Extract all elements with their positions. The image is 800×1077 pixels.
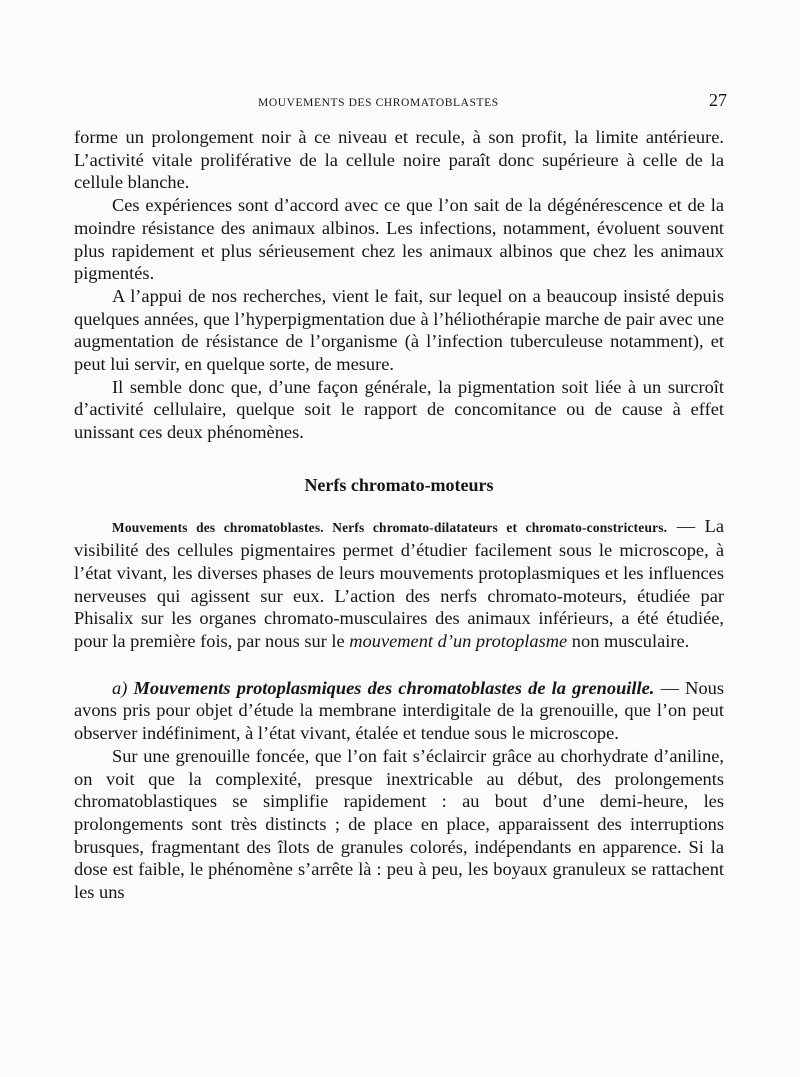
paragraph-6	[74, 677, 724, 745]
paragraph-4: Il semble donc que, d’une façon générale, la pigmentation soit liée à un surcroît d’activité cellulaire, quelque soit le rapport de concomitance ou de cause à effet unissant ces deux phénomènes.	[74, 376, 724, 443]
paragraph-6-text: — Nous avons pris pour objet d’étude la membrane interdigitale de la grenouille, que l’on peut observer indéfiniment, à l’état vivant, étalée et tendue sous le microscope.	[74, 677, 724, 744]
body-text	[74, 126, 724, 904]
page-number: 27	[709, 90, 727, 110]
paragraph-3: A l’appui de nos recherches, vient le fait, sur lequel on a beaucoup insisté depuis quelques années, que l’hyperpigmentation due à l’héliothérapie marche de pair avec une augmentation de résistance de l’organisme (à l’infection tuberculeuse notamment), et peut lui servir, en quelque sorte, de mesure.	[74, 285, 724, 375]
section-heading: Nerfs chromato-moteurs	[304, 474, 494, 495]
running-head	[0, 90, 800, 112]
paragraph-7: Sur une grenouille foncée, que l’on fait s’éclaircir grâce au chorhydrate d’aniline, on voit que la complexité, presque inextricable au début, des prolongements chromatoblastiques se simplifie rapidement : au bout d’une demi-heure, les prolongements sont très distincts ; de place en place, apparaissent des interruptions brusques, fragmentant des îlots de granules colorés, indépendants en apparence. Si la dose est faible, le phénomène s’arrête là : peu à peu, les boyaux granuleux se rattachent les uns	[74, 745, 724, 903]
paragraph-5-text: — La visibilité des cellules pigmentaires permet d’étudier facilement sous le microscope, à l’état vivant, les diverses phases de leurs mouvements protoplasmiques et les influences nerveuses qui agissent sur eux. L’action des nerfs chromato-moteurs, étudiée par Phisalix sur les organes chromato-musculaires des animaux inférieurs, a été étudiée, pour la première fois, par nous sur le	[74, 515, 725, 652]
running-title: MOUVEMENTS DES CHROMATOBLASTES	[258, 97, 499, 109]
paragraph-1: forme un prolongement noir à ce niveau et recule, à son profit, la limite antérieure. L’activité vitale proliférative de la cellule noire paraît donc supérieure à celle de la cellule blanche.	[74, 127, 724, 193]
item-title: Mouvements protoplasmiques des chromatoblastes de la grenouille.	[133, 677, 655, 698]
paragraph-5-italic: mouvement d’un protoplasme	[349, 631, 568, 652]
paragraph-5	[74, 515, 724, 653]
paragraph-5-tail: non musculaire.	[567, 631, 690, 652]
subsection-heading: Mouvements des chromatoblastes. Nerfs chromato-dilatateurs et chromato-constricteurs.	[112, 519, 668, 535]
paragraph-2: Ces expériences sont d’accord avec ce que l’on sait de la dégénérescence et de la moindre résistance des animaux albinos. Les infections, notamment, évoluent souvent plus rapidement et plus sérieusement chez les animaux albinos que chez les animaux pigmentés.	[74, 195, 724, 284]
item-label: a)	[112, 677, 128, 698]
spacer	[74, 653, 724, 677]
